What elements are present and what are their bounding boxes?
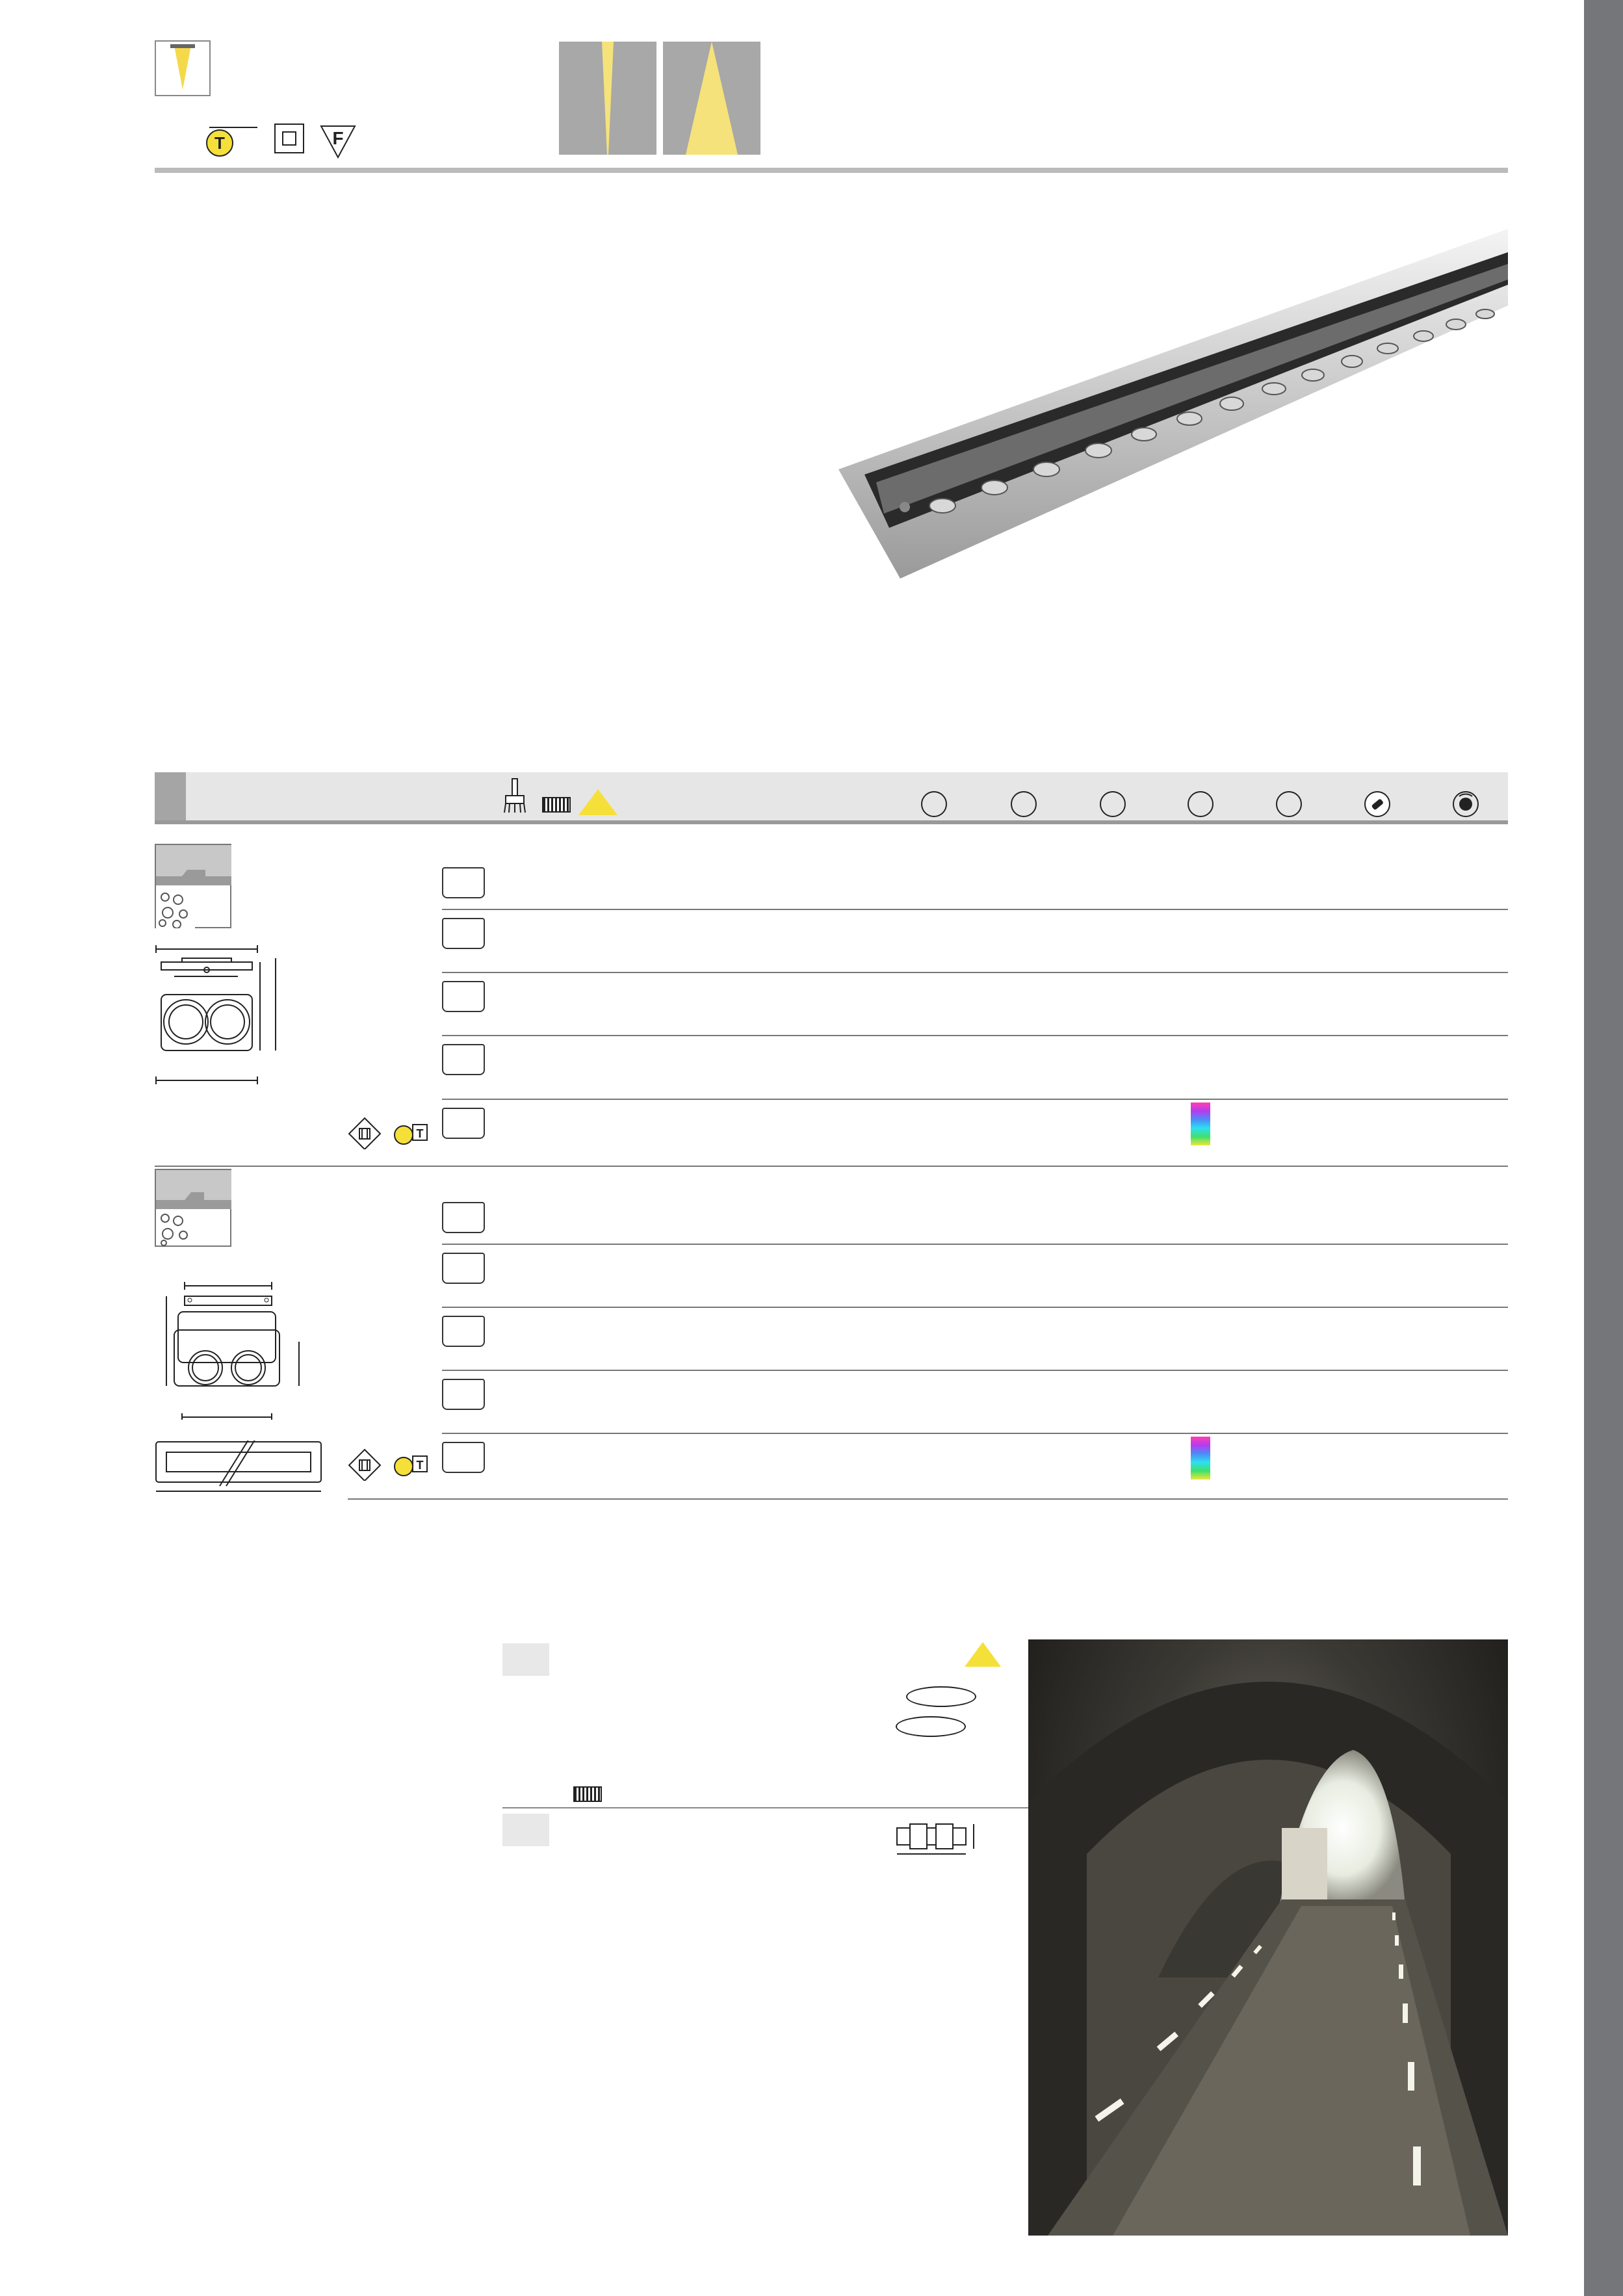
class-insulation-icon — [274, 124, 304, 153]
volt-icon — [1100, 791, 1126, 817]
weight-badge — [442, 1044, 485, 1075]
group-divider — [348, 1498, 1508, 1500]
weight-badge — [442, 1202, 485, 1233]
t-icon — [1276, 791, 1302, 817]
length-drawing — [155, 1441, 324, 1503]
weight-badge — [442, 1379, 485, 1410]
t-temperature-icon — [203, 124, 261, 163]
table-header-bar — [155, 772, 1508, 823]
beam-wide-diagram — [663, 42, 760, 155]
row-divider — [442, 972, 1508, 973]
options-label — [502, 1643, 549, 1676]
beam-10-icon — [577, 788, 619, 816]
barcode-icon-2 — [573, 1786, 602, 1802]
svg-text:T: T — [416, 1459, 424, 1472]
beam-type-icon — [155, 40, 211, 96]
application-photo — [1028, 1639, 1508, 2236]
dali-badge-2 — [896, 1716, 966, 1737]
rgb-color-swatch — [1191, 1437, 1210, 1480]
page-edge-bar — [1584, 0, 1623, 2296]
svg-text:T: T — [416, 1127, 424, 1140]
rgb-icons-standard — [348, 1117, 432, 1152]
row-divider — [442, 1099, 1508, 1100]
mounting-icon — [502, 777, 528, 816]
connector-drawing — [893, 1820, 991, 1872]
svg-text:T: T — [214, 133, 225, 153]
rgb-color-swatch — [1191, 1102, 1210, 1145]
row-divider — [442, 1433, 1508, 1434]
weight-badge — [442, 918, 485, 949]
beam-narrow-diagram — [559, 42, 656, 155]
row-divider — [442, 909, 1508, 910]
row-divider — [442, 1307, 1508, 1308]
header-rule — [155, 168, 1508, 173]
product-photo — [838, 228, 1508, 579]
kelvin-icon — [1188, 791, 1214, 817]
table-header-rule — [155, 820, 1508, 824]
barcode-icon — [542, 797, 571, 813]
weight-badge — [442, 1108, 485, 1139]
rgb-icons-flat — [348, 1448, 432, 1483]
flat-dimension-drawing — [155, 1270, 304, 1420]
lumen-icon — [1011, 791, 1037, 817]
watt-icon — [921, 791, 947, 817]
options-rule — [502, 1807, 1028, 1808]
svg-text:F: F — [332, 128, 344, 148]
weight-badge — [442, 867, 485, 898]
row-divider — [442, 1244, 1508, 1245]
row-divider — [442, 1035, 1508, 1036]
weight-badge — [442, 981, 485, 1012]
beam-40-icon — [963, 1641, 1002, 1668]
standard-dimension-drawing — [155, 930, 304, 1092]
accessories-label — [502, 1814, 549, 1846]
weight-badge — [442, 1442, 485, 1473]
standard-frame-section-icon — [155, 844, 231, 928]
remote-control-icon — [1364, 791, 1390, 817]
dali-badge — [906, 1686, 976, 1707]
weight-badge — [442, 1253, 485, 1284]
dimmable-icon — [1453, 791, 1479, 817]
group-divider — [155, 1166, 1508, 1167]
row-divider — [442, 1370, 1508, 1371]
flat-frame-section-icon — [155, 1169, 231, 1247]
weight-badge — [442, 1316, 485, 1347]
f-mark-icon — [318, 124, 357, 163]
